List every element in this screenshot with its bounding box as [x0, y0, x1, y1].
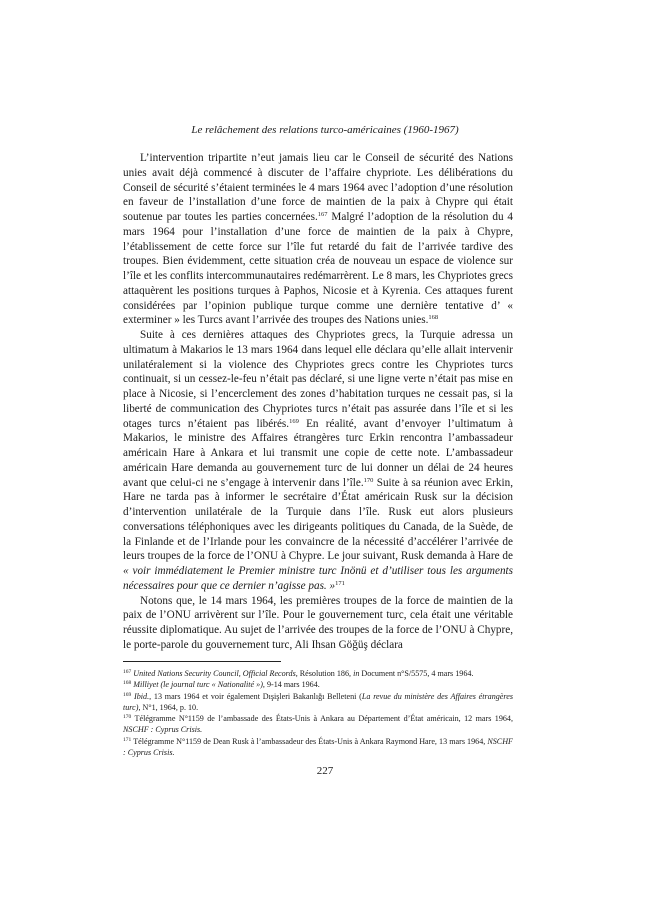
footnote-number: 169	[123, 691, 132, 698]
footnote-number: 168	[123, 680, 132, 687]
footnote	[123, 713, 513, 736]
footnote-ref[interactable]: 169	[289, 417, 299, 425]
footnote	[123, 679, 513, 690]
footnote-ref[interactable]: 170	[363, 476, 374, 484]
italic-text: NSCHF : Cyprus Crisis.	[123, 736, 513, 758]
italic-text: Ibid.	[134, 691, 150, 701]
italic-text: Milliyet (le journal turc « Nationalité »)	[133, 680, 263, 690]
italic-text: « voir immédiatement le Premier ministre turc Inönü et d’utiliser tous les arguments nécessaires pour que ce dernier n’agisse pas. »	[123, 565, 513, 592]
italic-text: La revue du ministère des Affaires étrangères turc)	[123, 691, 513, 712]
text-run: , 13 mars 1964 et voir également Dışişleri Bakanlığı Belleteni (	[149, 691, 362, 701]
footnote-ref[interactable]: 171	[335, 579, 345, 587]
footnote-number: 167	[123, 669, 132, 675]
text-run: , Résolution 186,	[295, 669, 354, 678]
footnote	[123, 668, 513, 679]
footnote	[123, 736, 513, 759]
running-header: Le relâchement des relations turco-américaines (1960-1967)	[191, 124, 459, 136]
text-run: , N°1, 1964, p. 10.	[138, 702, 199, 712]
text-run: Télégramme N°1159 de Dean Rusk à l’ambassadeur des États-Unis à Ankara Raymond Hare, 13 mars 1964,	[133, 736, 488, 746]
text-run: L’intervention tripartite n’eut jamais lieu car le Conseil de sécurité des Nations unies avait déjà commencé à discuter de l’affaire chypriote. Les délibérations du Conseil de sécurité s’étaient terminées le 4 mars 1964 avec l’adoption d’une résolution en faveur de l’installation d’une force de maintien de la paix à Chypre qui était soutenue par toutes les parties concernées.	[123, 152, 513, 223]
text-run: Suite à ces dernières attaques des Chypriotes grecs, la Turquie adressa un ultimatum à Makarios le 13 mars 1964 dans lequel elle déclara qu’elle allait intervenir unilatéralement si la violence des Chypriotes grecs contre les Chypriotes turcs continuait, si un cessez-le-feu n’était pas déclaré, si une ligne verte n’était pas mise en place à Nicosie, si l’encerclement des zones d’habitation turques ne cessait pas, si la liberté de communication des Chypriotes turcs n’était pas assurée dans l’île et si les otages turcs n’étaient pas libérés.	[123, 329, 513, 430]
text-run: Notons que, le 14 mars 1964, les premières troupes de la force de maintien de la paix de l’ONU arrivèrent sur l’île. Pour le gouvernement turc, cela était une véritable réussite diplomatique. Au sujet de l’arrivée des troupes de la force de l’ONU à Chypre, le porte-parole du gouvernement turc, Ali Ihsan Göğüş déclara	[123, 594, 513, 651]
text-run: Télégramme N°1159 de l’ambassade des États-Unis à Ankara au Département d’État américain, 12 mars 1964,	[134, 714, 513, 724]
text-run: Suite à sa réunion avec Erkin, Hare ne tarda pas à informer le secrétaire d’État américain Rusk sur la décision d’intervention unilatérale de la Turquie dans l’île. Rusk eut alors plusieurs conversations téléphoniques avec les dirigeants politiques du Canada, de la Suède, de la Finlande et de l’Irlande pour les convaincre de la nécessité d’accélérer l’arrivée de leurs troupes de la force de l’ONU à Chypre. Le jour suivant, Rusk demanda à Hare de	[123, 476, 513, 563]
body-paragraph	[123, 151, 513, 328]
text-run: Document n°S/5575, 4 mars 1964.	[359, 669, 474, 678]
footnote-ref[interactable]: 168	[428, 314, 439, 322]
text-run: Malgré l’adoption de la résolution du 4 mars 1964 pour l’installation d’une force de maintien de la paix à Chypre, l’établissement de cette force sur l’île fut retardé du fait de l’arrivée tardive des troupes. Bien évidemment, cette situation créa de nouveau un espace de violence sur l’île et les conflits intercommunautaires redémarrèrent. Le 8 mars, les Chypriotes grecs attaquèrent les positions turques à Paphos, Nicosie et à Kyrenia. Ces attaques furent considérées par l’opinion publique turque comme une dernière tentative d’ « exterminer » les Turcs avant l’arrivée des troupes des Nations unies.	[123, 211, 513, 327]
italic-text: in	[353, 669, 360, 678]
italic-text: United Nations Security Council, Official Records	[133, 669, 296, 678]
page-number: 227	[316, 765, 334, 777]
footnote-number: 170	[123, 714, 132, 721]
body-text	[123, 151, 513, 653]
footnote-number: 171	[123, 736, 132, 743]
text-run: , 9-14 mars 1964.	[262, 680, 320, 690]
body-paragraph	[123, 328, 513, 594]
footnote-ref[interactable]: 167	[317, 211, 328, 218]
body-paragraph	[123, 594, 513, 653]
italic-text: NSCHF : Cyprus Crisis.	[123, 725, 203, 735]
text-run: En réalité, avant d’envoyer l’ultimatum à Makarios, le ministre des Affaires étrangères turc Erkin rencontra l’ambassadeur américain Hare à Ankara et lui transmit une copie de cette note. L’ambassadeur américain Hare demanda au gouvernement turc de lui donner un délai de 24 heures avant que celui-ci ne s’engage à intervenir dans l’île.	[123, 417, 513, 489]
footnote-separator	[123, 661, 281, 662]
footnote	[123, 691, 513, 714]
footnotes	[123, 668, 513, 758]
